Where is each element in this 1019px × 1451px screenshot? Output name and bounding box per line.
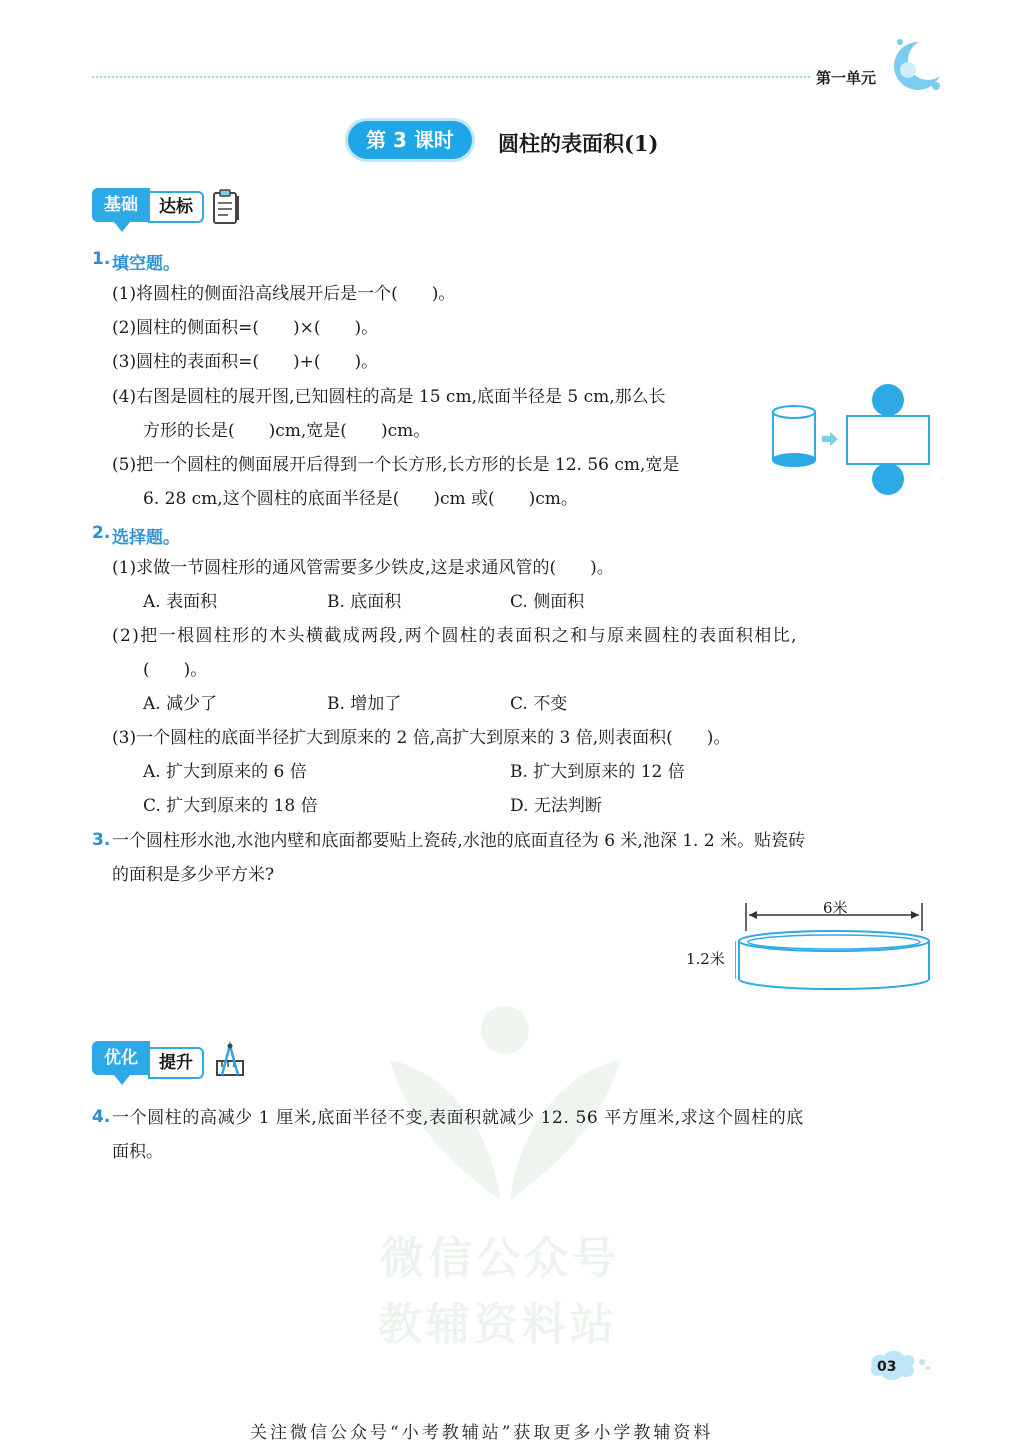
q1-number: 1.: [92, 249, 111, 269]
q2-part2-line1: (2)把一根圆柱形的木头横截成两段,两个圆柱的表面积之和与原来圆柱的表面积相比,: [112, 626, 798, 646]
badge-left-label: 基础: [92, 188, 150, 222]
arrow-right-icon: [822, 432, 838, 446]
watermark-sprout-logo: [380, 1000, 630, 1200]
lesson-number-pill: 第 3 课时: [348, 121, 472, 159]
cylinder-figure: [773, 406, 815, 466]
q1-item-4a: (4)右图是圆柱的展开图,已知圆柱的高是 15 cm,底面半径是 5 cm,那么长: [112, 387, 666, 407]
q2-part1-option-c: C. 侧面积: [510, 592, 585, 612]
clipboard-icon: [210, 188, 244, 226]
q2-part3-option-b: B. 扩大到原来的 12 倍: [510, 762, 685, 782]
badge-right-label: 提升: [148, 1047, 204, 1079]
section-badge-basic: [92, 188, 252, 238]
q1-title: 填空题。: [112, 254, 180, 274]
q1-item-4b: 方形的长是( )cm,宽是( )cm。: [143, 421, 431, 441]
pool-depth-label: 1.2米: [686, 950, 725, 968]
q1-item-5b: 6. 28 cm,这个圆柱的底面半径是( )cm 或( )cm。: [143, 489, 578, 509]
q2-part3-option-a: A. 扩大到原来的 6 倍: [143, 762, 307, 782]
q2-part1-option-b: B. 底面积: [327, 592, 402, 612]
badge-right-label: 达标: [148, 191, 204, 223]
unit-label: 第一单元: [816, 69, 877, 87]
section-badge-advanced: [92, 1041, 252, 1091]
watermark-line-1: 微信公众号: [380, 1233, 620, 1284]
q2-part2-option-b: B. 增加了: [327, 694, 402, 714]
badge-left-label: 优化: [92, 1041, 150, 1075]
footer-text: 关注微信公众号“小考教辅站”获取更多小学教辅资料: [250, 1423, 714, 1443]
q3-text-line2: 的面积是多少平方米?: [112, 865, 275, 885]
q4-number: 4.: [92, 1107, 111, 1127]
q2-part1-option-a: A. 表面积: [143, 592, 218, 612]
page-number: 03: [877, 1359, 897, 1375]
q2-part1: (1)求做一节圆柱形的通风管需要多少铁皮,这是求通风管的( )。: [112, 558, 614, 578]
q2-part3-option-c: C. 扩大到原来的 18 倍: [143, 796, 318, 816]
q2-title: 选择题。: [112, 528, 180, 548]
q2-part3-option-d: D. 无法判断: [510, 796, 602, 816]
pool-diameter-label: 6米: [823, 899, 848, 917]
watermark-line-2: 教辅资料站: [378, 1299, 618, 1350]
q2-part2-option-a: A. 减少了: [143, 694, 218, 714]
badge-pointer: [114, 222, 130, 232]
q1-item-2: (2)圆柱的侧面积=( )×( )。: [112, 318, 379, 338]
lesson-title: 圆柱的表面积(1): [498, 131, 659, 156]
q3-text-line1: 一个圆柱形水池,水池内壁和底面都要贴上瓷砖,水池的底面直径为 6 米,池深 1. 2 米。贴瓷砖: [112, 831, 806, 851]
q1-item-1: (1)将圆柱的侧面沿高线展开后是一个( )。: [112, 284, 456, 304]
badge-pointer: [114, 1075, 130, 1085]
page-number-cloud-icon: [866, 1348, 932, 1382]
q2-number: 2.: [92, 523, 111, 543]
moon-decoration-icon: [886, 30, 952, 96]
q2-part3: (3)一个圆柱的底面半径扩大到原来的 2 倍,高扩大到原来的 3 倍,则表面积( )。: [112, 728, 731, 748]
q1-item-5a: (5)把一个圆柱的侧面展开后得到一个长方形,长方形的长是 12. 56 cm,宽是: [112, 455, 680, 475]
q2-part2-option-c: C. 不变: [510, 694, 568, 714]
q2-part2-line2: ( )。: [143, 660, 208, 680]
ruler-compass-icon: [214, 1041, 248, 1079]
q4-text-line2: 面积。: [112, 1142, 163, 1162]
q3-number: 3.: [92, 830, 111, 850]
q1-item-3: (3)圆柱的表面积=( )+( )。: [112, 352, 379, 372]
cylinder-net-diagram: [766, 382, 936, 496]
header-dotted-line: [92, 76, 810, 78]
q4-text-line1: 一个圆柱的高减少 1 厘米,底面半径不变,表面积就减少 12. 56 平方厘米,求这个圆柱的底: [112, 1108, 804, 1128]
